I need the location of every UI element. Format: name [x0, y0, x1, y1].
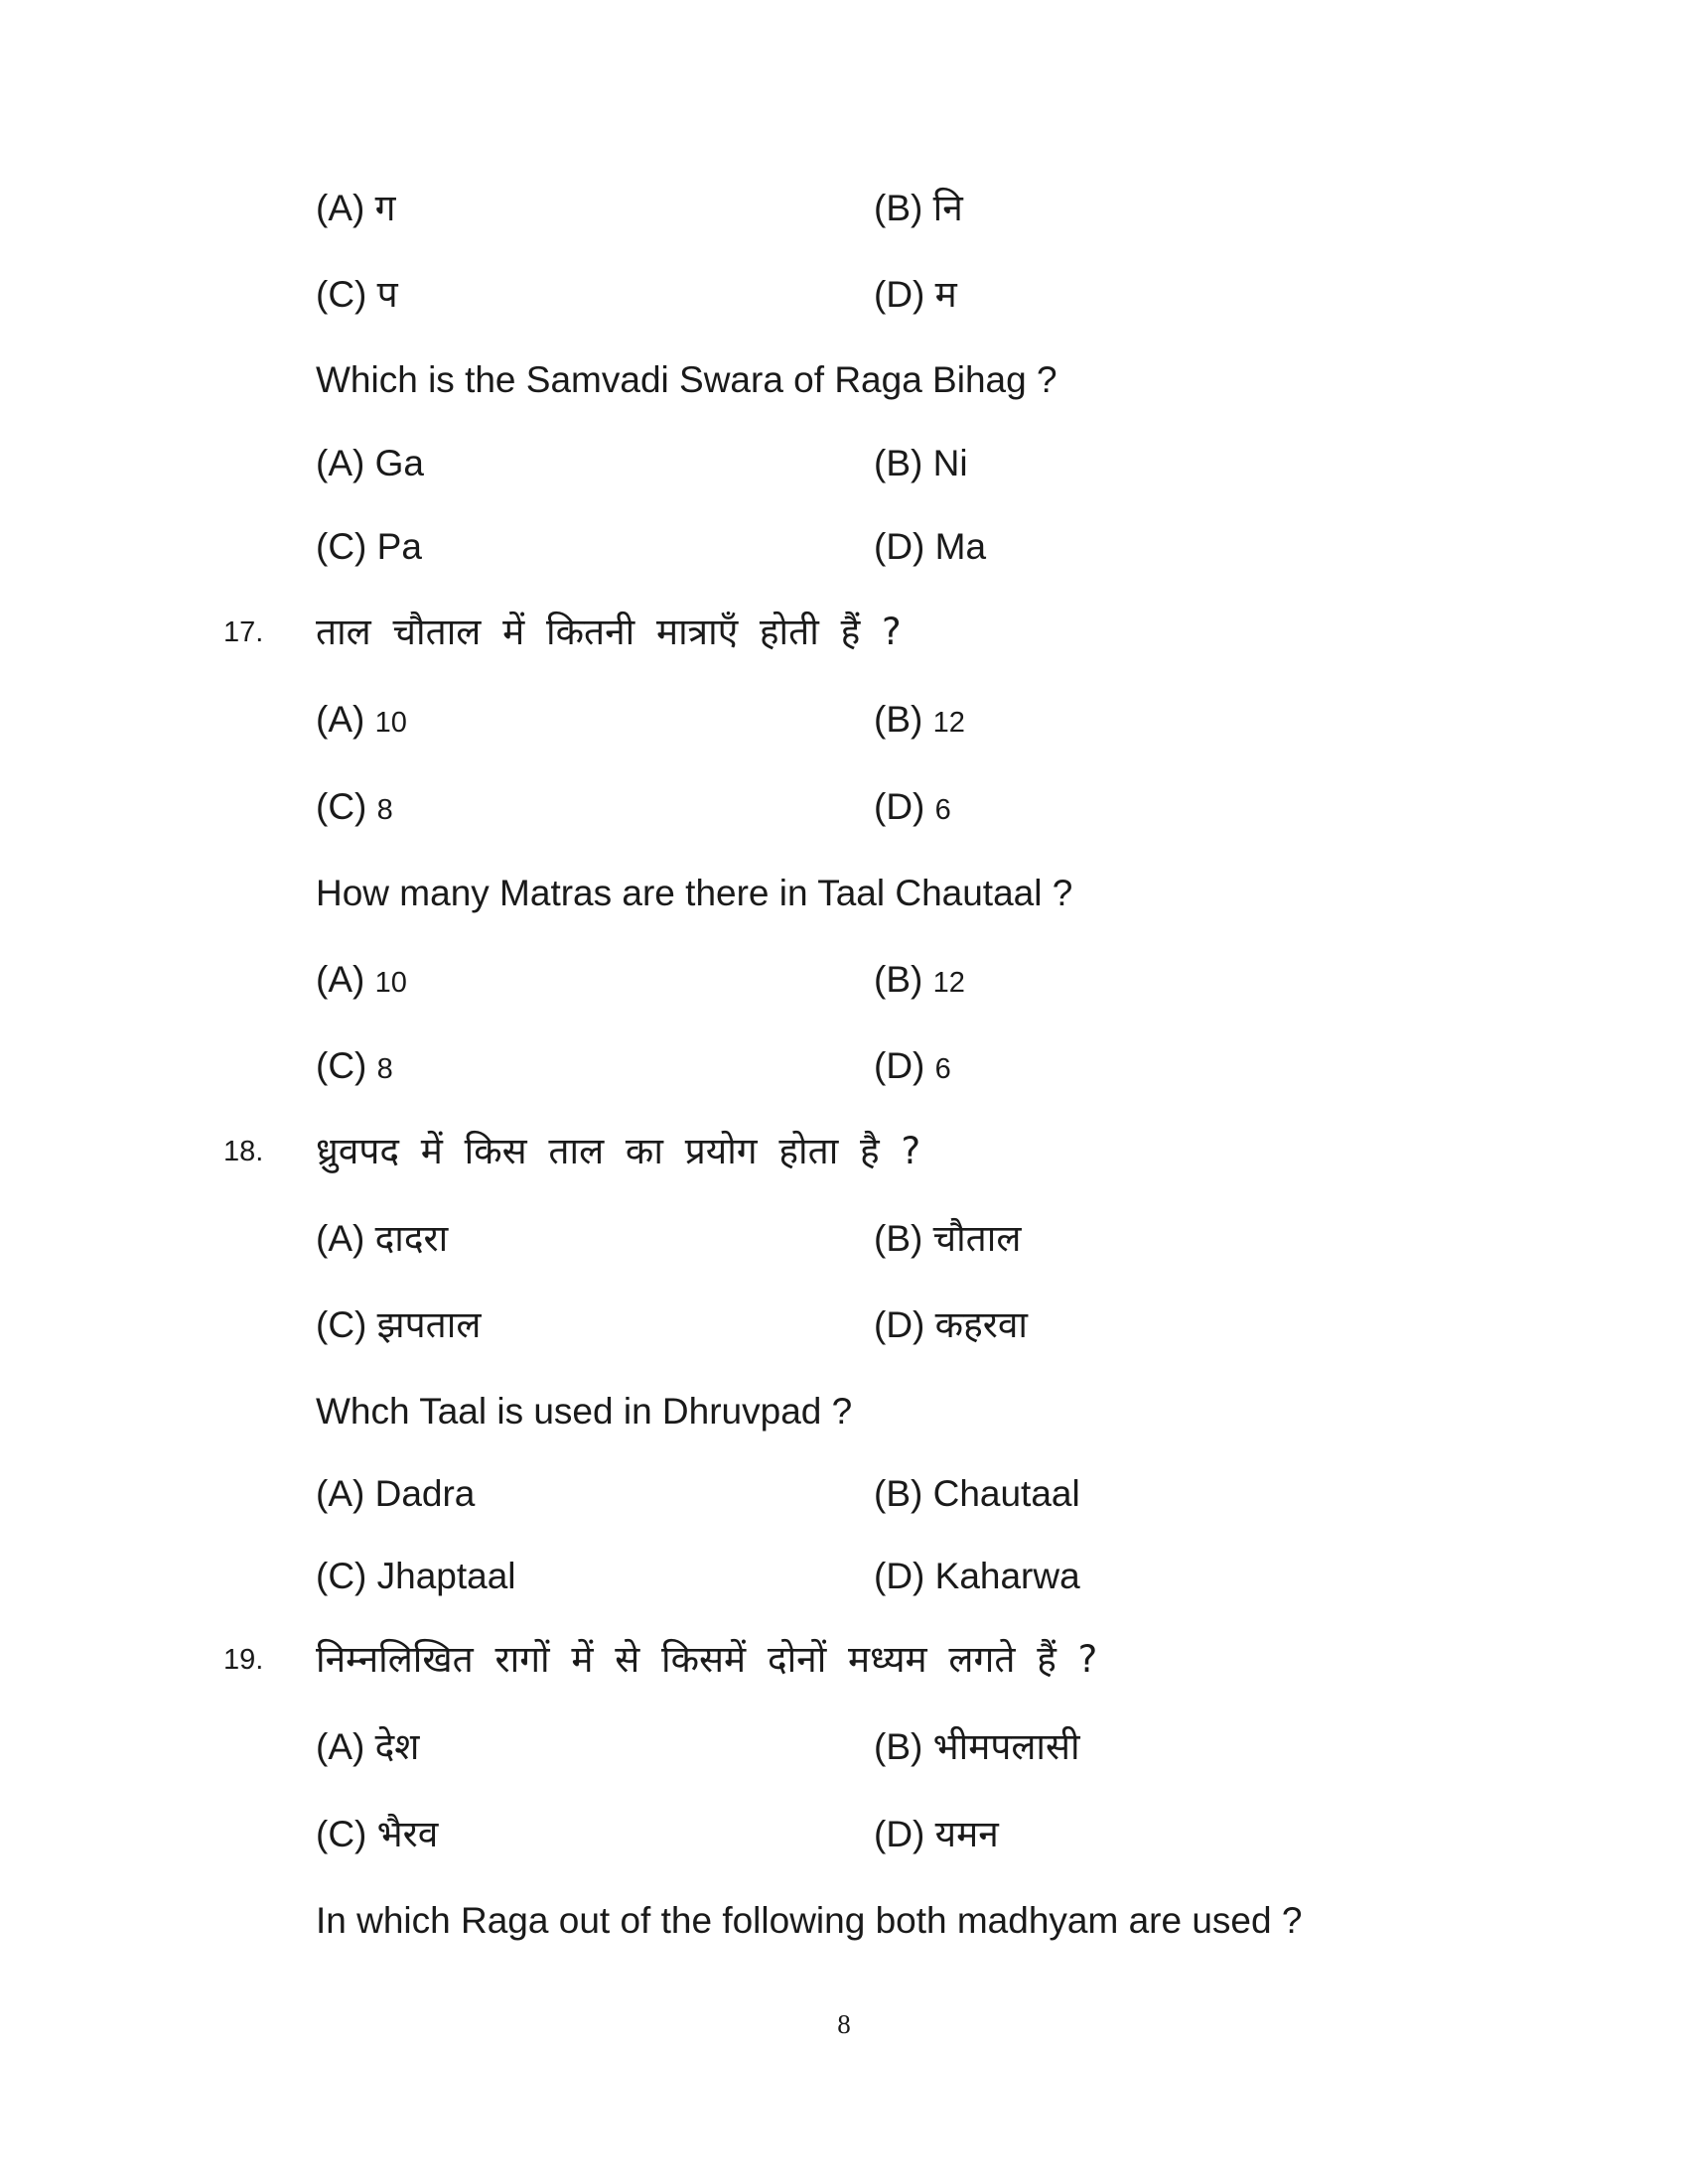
- option-d: (D) यमन: [874, 1814, 999, 1854]
- option-d: (D) 6: [874, 1045, 951, 1086]
- option-b: (B) Ni: [874, 443, 968, 483]
- q17-hindi-options-row-1: [0, 690, 1688, 750]
- question-text: ताल चौताल में कितनी मात्राएँ होती हैं ?: [316, 611, 902, 653]
- option-b: (B) 12: [874, 959, 965, 1000]
- q19-english-question: In which Raga out of the following both madhyam are used ?: [316, 1900, 1303, 1941]
- q17-hindi-question: [0, 603, 1688, 662]
- q18-hindi-options-row-2: [0, 1296, 1688, 1355]
- q17-english-options-row-2: [0, 1036, 1688, 1096]
- q16-english-options-row-2: [0, 517, 1688, 577]
- option-a: (A) ग: [316, 188, 396, 228]
- q18-english-question: Whch Taal is used in Dhruvpad ?: [316, 1391, 853, 1432]
- q16-hindi-options-row-1: [0, 179, 1688, 238]
- question-number: 19.: [223, 1644, 264, 1676]
- q17-english-options-row-1: [0, 950, 1688, 1010]
- q19-hindi-options-row-2: [0, 1805, 1688, 1864]
- option-b: (B) भीमपलासी: [874, 1726, 1080, 1767]
- option-d: (D) म: [874, 274, 957, 315]
- option-a: (A) दादरा: [316, 1218, 449, 1259]
- q17-hindi-options-row-2: [0, 777, 1688, 837]
- option-b: (B) 12: [874, 699, 965, 740]
- option-c: (C) भैरव: [316, 1814, 439, 1854]
- option-d: (D) कहरवा: [874, 1304, 1029, 1345]
- page-number: 8: [837, 2009, 851, 2039]
- option-b: (B) Chautaal: [874, 1473, 1080, 1514]
- question-number: 18.: [223, 1136, 264, 1167]
- option-d: (D) 6: [874, 786, 951, 827]
- question-text: ध्रुवपद में किस ताल का प्रयोग होता है ?: [316, 1130, 921, 1172]
- option-c: (C) Pa: [316, 526, 422, 567]
- option-a: (A) 10: [316, 699, 407, 740]
- q16-english-question: Which is the Samvadi Swara of Raga Bihag ?: [316, 359, 1057, 400]
- option-d: (D) Ma: [874, 526, 987, 567]
- option-b: (B) नि: [874, 188, 963, 228]
- q18-english-options-row-2: [0, 1547, 1688, 1606]
- option-c: (C) झपताल: [316, 1304, 482, 1345]
- question-text: निम्नलिखित रागों में से किसमें दोनों मध्यम लगते हैं ?: [316, 1638, 1098, 1681]
- option-a: (A) देश: [316, 1726, 420, 1767]
- q19-hindi-question: [0, 1630, 1688, 1690]
- option-a: (A) Ga: [316, 443, 424, 483]
- q18-english-options-row-1: [0, 1464, 1688, 1524]
- q18-hindi-question: [0, 1122, 1688, 1181]
- option-a: (A) 10: [316, 959, 407, 1000]
- question-number: 17.: [223, 616, 264, 648]
- option-a: (A) Dadra: [316, 1473, 476, 1514]
- q17-english-question: How many Matras are there in Taal Chautaal ?: [316, 873, 1073, 913]
- q16-hindi-options-row-2: [0, 265, 1688, 325]
- option-d: (D) Kaharwa: [874, 1556, 1080, 1596]
- option-c: (C) प: [316, 274, 398, 315]
- option-c: (C) 8: [316, 786, 393, 827]
- q18-hindi-options-row-1: [0, 1209, 1688, 1269]
- option-b: (B) चौताल: [874, 1218, 1022, 1259]
- q19-hindi-options-row-1: [0, 1717, 1688, 1777]
- option-c: (C) Jhaptaal: [316, 1556, 516, 1596]
- q16-english-options-row-1: [0, 434, 1688, 493]
- option-c: (C) 8: [316, 1045, 393, 1086]
